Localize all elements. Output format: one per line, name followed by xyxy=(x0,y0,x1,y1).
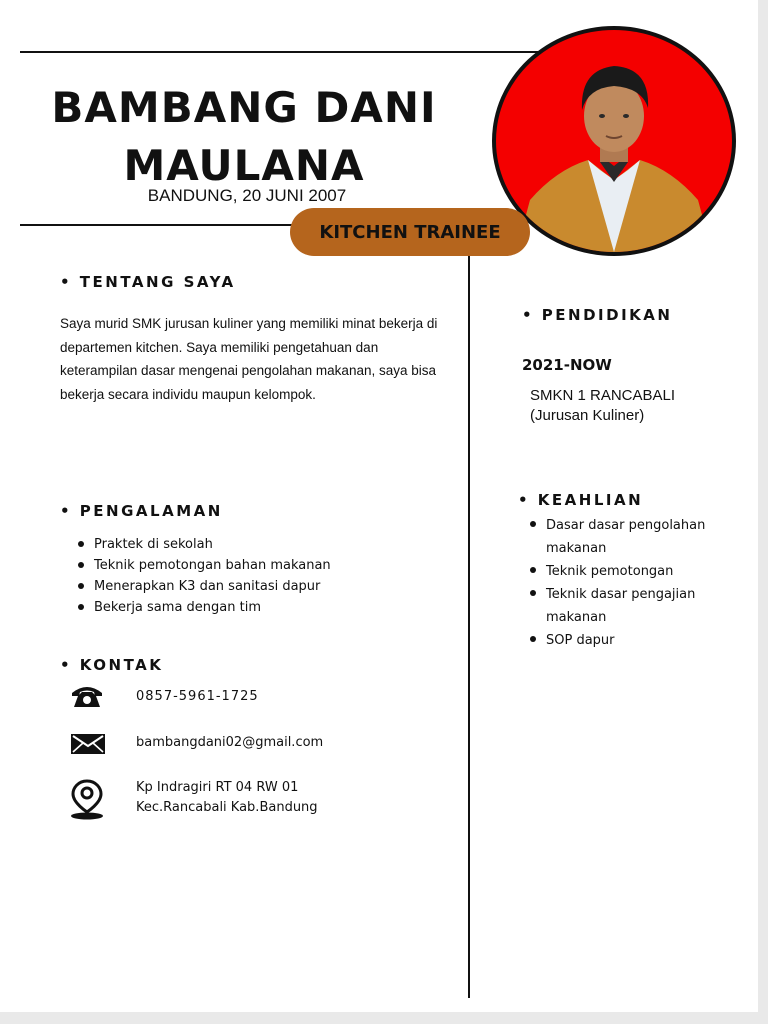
about-heading: • TENTANG SAYA xyxy=(60,273,236,291)
list-item: Teknik dasar pengajian makanan xyxy=(530,583,740,629)
skills-heading: • KEAHLIAN xyxy=(518,491,644,509)
list-item: Praktek di sekolah xyxy=(78,534,408,555)
email-address: bambangdani02@gmail.com xyxy=(136,735,324,750)
list-item: SOP dapur xyxy=(530,629,740,652)
location-pin-icon xyxy=(69,778,105,824)
list-item: Teknik pemotongan bahan makanan xyxy=(78,555,408,576)
contact-heading: • KONTAK xyxy=(60,656,164,674)
column-divider xyxy=(468,256,470,998)
name-line-1: BAMBANG DANI xyxy=(51,83,437,132)
role-badge: KITCHEN TRAINEE xyxy=(290,208,530,256)
skills-list xyxy=(530,514,740,652)
education-year: 2021-NOW xyxy=(522,356,612,374)
school-major: (Jurusan Kuliner) xyxy=(530,407,645,424)
education-school xyxy=(530,386,675,426)
list-item: Dasar dasar pengolahan makanan xyxy=(530,514,740,560)
phone-number: 0857-5961-1725 xyxy=(136,689,259,704)
list-item: Bekerja sama dengan tim xyxy=(78,597,408,618)
list-item: Menerapkan K3 dan sanitasi dapur xyxy=(78,576,408,597)
address-line-1: Kp Indragiri RT 04 RW 01 xyxy=(136,780,299,795)
education-heading: • PENDIDIKAN xyxy=(522,306,673,324)
about-text: Saya murid SMK jurusan kuliner yang memiliki minat bekerja di departemen kitchen. Saya memiliki pengetahuan dan keterampilan dasar mengenai pengolahan makanan, saya bisa bekerja secara individu maupun kelompok. xyxy=(60,316,438,402)
envelope-icon xyxy=(70,733,106,759)
birth-place-date: BANDUNG, 20 JUNI 2007 xyxy=(147,186,347,205)
name-line-2: MAULANA xyxy=(123,141,365,190)
experience-heading: • PENGALAMAN xyxy=(60,502,223,520)
list-item: Teknik pemotongan xyxy=(530,560,740,583)
header-bottom-rule xyxy=(20,224,320,226)
experience-list xyxy=(78,534,408,618)
school-name: SMKN 1 RANCABALI xyxy=(530,387,676,404)
address-line-2: Kec.Rancabali Kab.Bandung xyxy=(136,800,318,815)
profile-photo xyxy=(492,26,736,256)
phone-icon xyxy=(70,683,104,713)
header-top-rule xyxy=(20,51,540,53)
